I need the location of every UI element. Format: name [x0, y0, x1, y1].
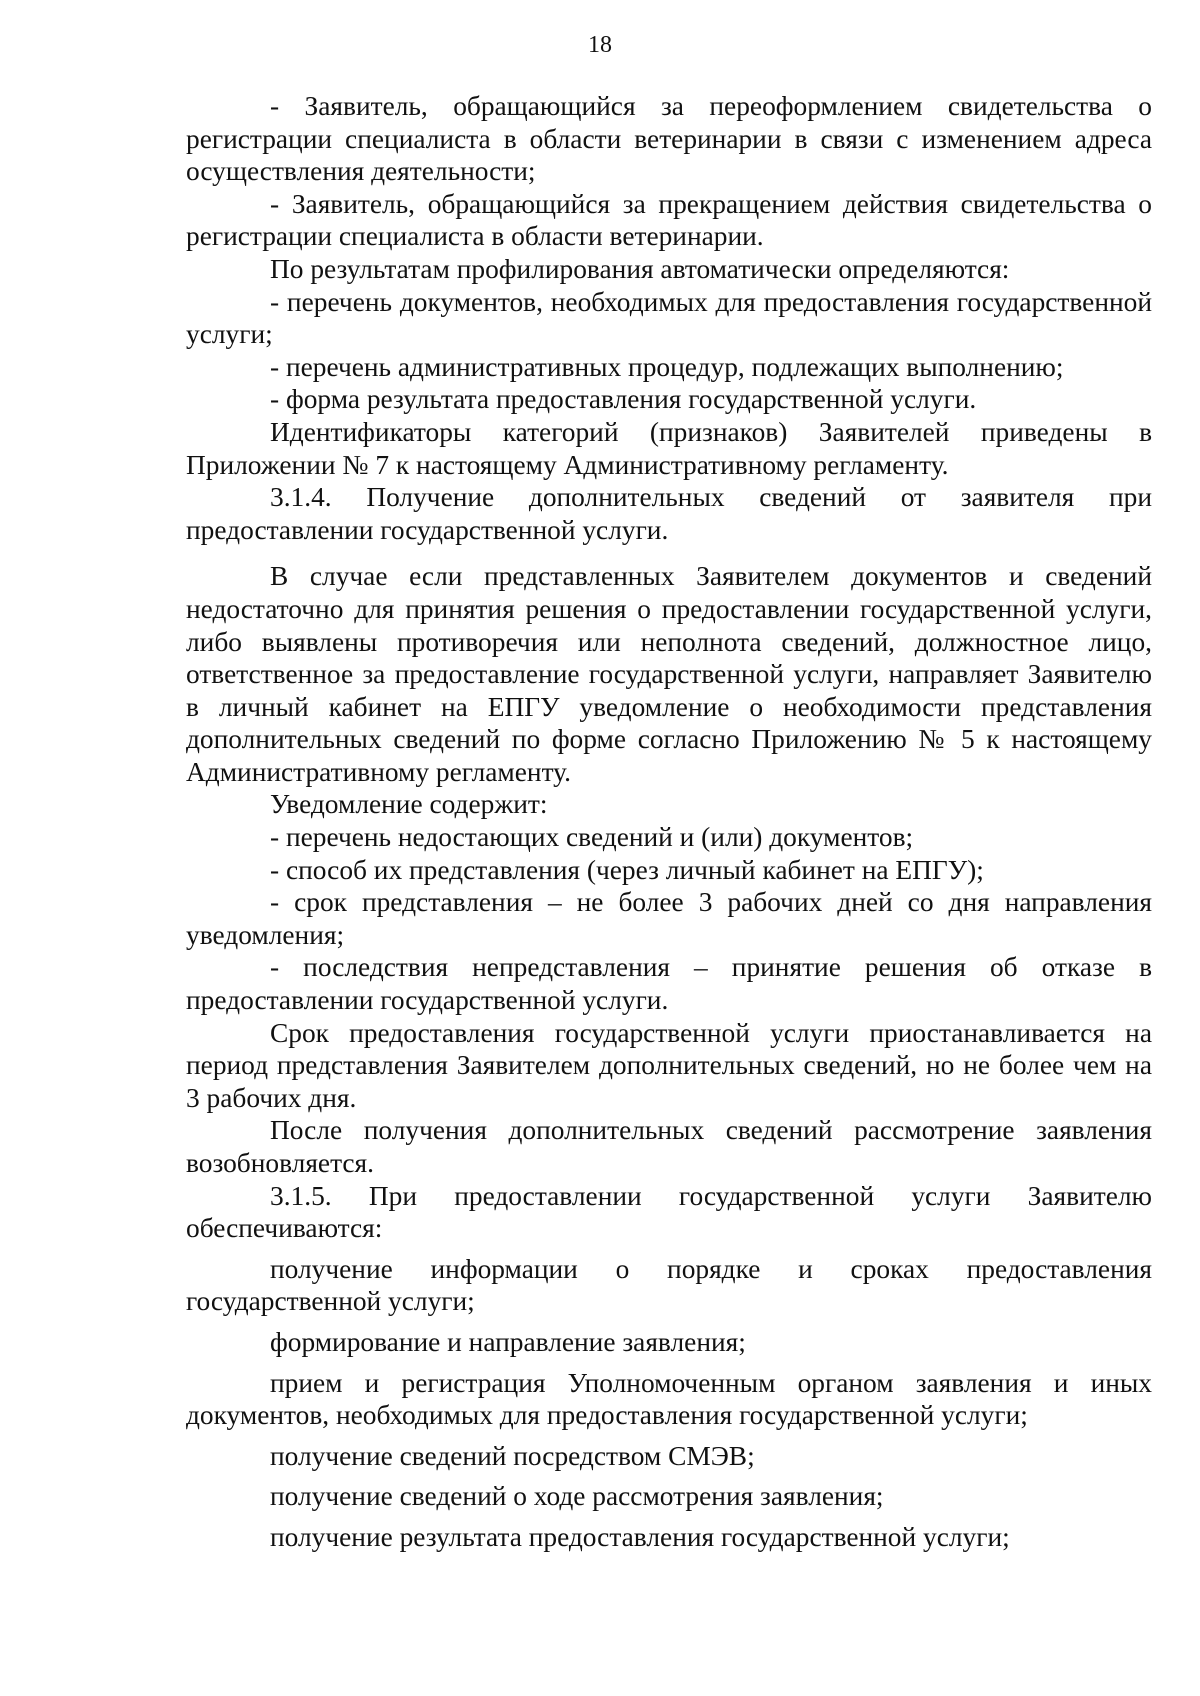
list-item-deadline: - срок представления – не более 3 рабочих дней со дня направления уведомления;	[186, 887, 1152, 950]
list-item-result-form: - форма результата предоставления государственной услуги.	[270, 384, 977, 415]
paragraph-insufficient-documents: В случае если представленных Заявителем документов и сведений недостаточно для принятия решения о предоставлении государственной услуги, либо выявлены противоречия или неполнота сведений, должностное лицо, ответственное за предоставление государственной услуги, направляет Заявителю в личный кабинет на ЕПГУ уведомление о необходимости представления дополнительных сведений по форме согласно Приложению № 5 к настоящему Административному регламенту.	[186, 561, 1152, 787]
paragraph-identifiers: Идентификаторы категорий (признаков) Заявителей приведены в Приложении № 7 к настоящему Административному регламенту.	[186, 416, 1152, 480]
list-item-procedures: - перечень административных процедур, подлежащих выполнению;	[270, 351, 1064, 382]
paragraph-suspension: Срок предоставления государственной услуги приостанавливается на период представления Заявителем дополнительных сведений, но не более чем на 3 рабочих дня.	[186, 1017, 1152, 1113]
list-item-status: получение сведений о ходе рассмотрения заявления;	[270, 1481, 884, 1512]
list-item-smev: получение сведений посредством СМЭВ;	[270, 1440, 755, 1471]
list-item-result: получение результата предоставления государственной услуги;	[270, 1521, 1010, 1552]
list-item-consequences: - последствия непредставления – принятие решения об отказе в предоставлении государственной услуги.	[186, 952, 1152, 1016]
list-item-documents: - перечень документов, необходимых для предоставления государственной услуги;	[186, 286, 1152, 350]
paragraph-resumption: После получения дополнительных сведений рассмотрение заявления возобновляется.	[186, 1115, 1152, 1178]
section-heading-3-1-5: 3.1.5. При предоставлении государственной услуги Заявителю обеспечиваются:	[186, 1180, 1152, 1244]
paragraph-notification-contains: Уведомление содержит:	[270, 789, 548, 820]
document-body	[186, 90, 1152, 1554]
paragraph-applicant-termination: - Заявитель, обращающийся за прекращением действия свидетельства о регистрации специалиста в области ветеринарии.	[186, 188, 1152, 252]
list-item-information: получение информации о порядке и сроках предоставления государственной услуги;	[186, 1253, 1152, 1317]
paragraph-profiling-results: По результатам профилирования автоматически определяются:	[270, 253, 1010, 284]
list-item-application-forming: формирование и направление заявления;	[270, 1326, 746, 1357]
list-item-submission-method: - способ их представления (через личный кабинет на ЕПГУ);	[270, 854, 984, 885]
section-heading-3-1-4: 3.1.4. Получение дополнительных сведений от заявителя при предоставлении государственной услуги.	[186, 482, 1152, 545]
list-item-missing-info: - перечень недостающих сведений и (или) документов;	[270, 822, 914, 853]
paragraph-applicant-address-change: - Заявитель, обращающийся за переоформлением свидетельства о регистрации специалиста в области ветеринарии в связи с изменением адреса осуществления деятельности;	[186, 91, 1152, 187]
list-item-registration: прием и регистрация Уполномоченным органом заявления и иных документов, необходимых для предоставления государственной услуги;	[186, 1367, 1152, 1431]
page-number: 18	[588, 32, 612, 58]
